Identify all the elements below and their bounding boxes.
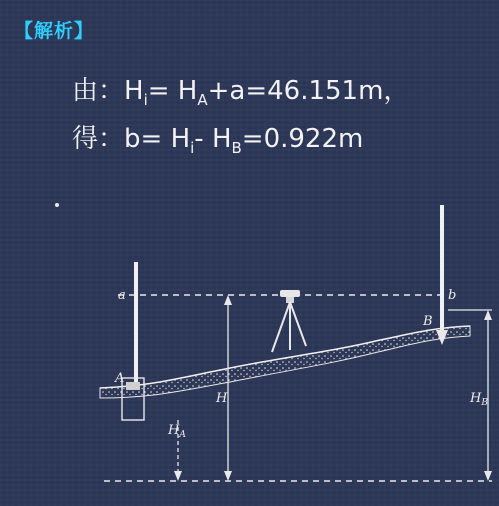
eq1-lhs: H (124, 76, 144, 106)
label-ha: $H_A$ (168, 423, 186, 440)
eq1-mid: = H (147, 76, 198, 106)
eq2-prefix: 得： (72, 124, 125, 154)
benchmark-a-cap (126, 382, 140, 390)
label-a-reading: a (118, 288, 126, 303)
label-b-reading: b (448, 288, 457, 303)
level-instrument (272, 290, 306, 352)
eq1-prefix: 由： (72, 76, 125, 106)
eq1-mid-sub: A (197, 91, 208, 109)
eq2-mid: - H (194, 124, 232, 154)
label-point-b: B (423, 314, 433, 329)
label-point-a: A (115, 371, 125, 386)
rod-b (440, 205, 444, 335)
label-hb: $H_B$ (470, 391, 488, 408)
eq2-lhs: b= H (124, 124, 191, 154)
label-h: H (216, 391, 228, 406)
analysis-heading: 【解析】 (14, 20, 95, 42)
eq1-lhs-sub: i (143, 91, 148, 109)
rod-a (134, 262, 138, 382)
ground-surface (100, 326, 470, 398)
eq2-rhs: =0.922m (241, 124, 364, 154)
eq2-lhs-sub: i (190, 139, 195, 157)
eq1-rhs: +a=46.151m， (207, 76, 410, 106)
eq2-mid-sub: B (231, 139, 242, 157)
